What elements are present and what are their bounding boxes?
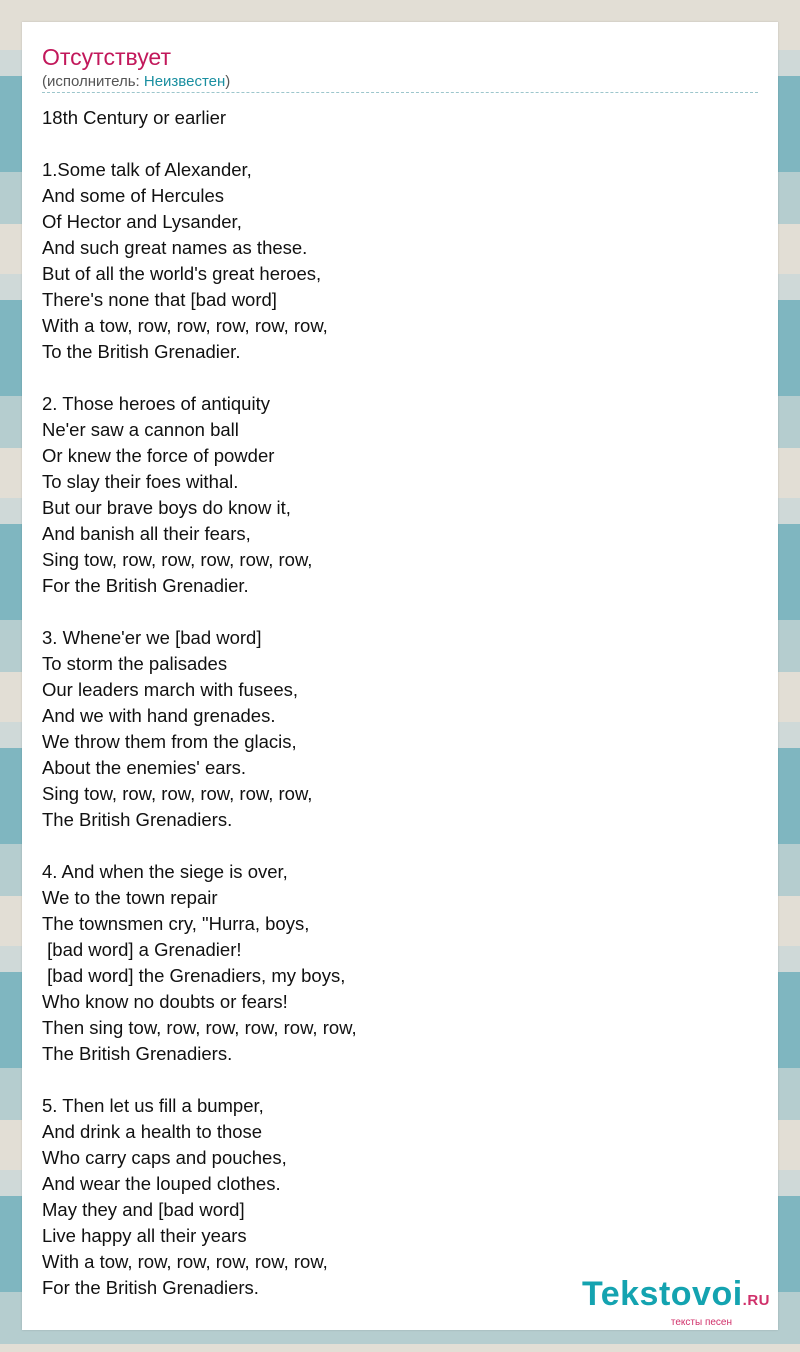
lyric-line: We to the town repair [42,887,218,908]
lyric-line: Or knew the force of powder [42,445,275,466]
lyric-blank-line [42,833,357,859]
lyric-line: The townsmen cry, "Hurra, boys, [42,913,310,934]
lyric-line: Who know no doubts or fears! [42,991,288,1012]
lyric-blank-line [42,131,357,157]
lyric-line: 1.Some talk of Alexander, [42,159,252,180]
lyric-line: With a tow, row, row, row, row, row, [42,315,328,336]
lyrics-text [42,105,357,1301]
lyric-line: About the enemies' ears. [42,757,247,778]
lyric-line: But of all the world's great heroes, [42,263,322,284]
lyric-line: To storm the palisades [42,653,228,674]
lyric-line: Of Hector and Lysander, [42,211,242,232]
lyric-line: Sing tow, row, row, row, row, row, [42,549,313,570]
lyric-line: To slay their foes withal. [42,471,239,492]
lyric-line: Then sing tow, row, row, row, row, row, [42,1017,357,1038]
lyric-line: And such great names as these. [42,237,308,258]
artist-link[interactable]: Неизвестен [143,73,226,90]
lyric-line: But our brave boys do know it, [42,497,291,518]
lyric-line: 5. Then let us fill a bumper, [42,1095,264,1116]
site-watermark [582,1277,770,1328]
song-title: Отсутствует [42,44,171,70]
lyric-line: And we with hand grenades. [42,705,276,726]
artist-byline [42,73,230,91]
byline-suffix: ) [225,73,231,90]
lyric-line: Ne'er saw a cannon ball [42,419,239,440]
lyric-line: And some of Hercules [42,185,225,206]
lyric-line: [bad word] a Grenadier! [42,939,242,960]
lyric-line: Live happy all their years [42,1225,247,1246]
lyric-line: 3. Whene'er we [bad word] [42,627,262,648]
site-logo-text: Tekstovoi [581,1275,743,1313]
lyric-line: We throw them from the glacis, [42,731,297,752]
title-divider [42,92,758,93]
lyric-line: Who carry caps and pouches, [42,1147,287,1168]
lyric-line: And banish all their fears, [42,523,251,544]
lyric-line: Our leaders march with fusees, [42,679,299,700]
lyric-line: 4. And when the siege is over, [42,861,288,882]
lyric-line: 18th Century or earlier [42,107,227,128]
lyric-line: [bad word] the Grenadiers, my boys, [42,965,346,986]
lyric-line: 2. Those heroes of antiquity [42,393,270,414]
byline-prefix: (исполнитель: [42,73,144,90]
lyrics-card [22,22,778,1330]
site-logo [582,1277,770,1318]
lyric-line: The British Grenadiers. [42,1043,233,1064]
lyric-line: And wear the louped clothes. [42,1173,281,1194]
lyric-blank-line [42,1067,357,1093]
lyric-line: For the British Grenadiers. [42,1277,259,1298]
lyric-line: Sing tow, row, row, row, row, row, [42,783,313,804]
lyric-blank-line [42,599,357,625]
lyric-line: To the British Grenadier. [42,341,241,362]
lyric-blank-line [42,365,357,391]
lyric-line: The British Grenadiers. [42,809,233,830]
lyric-line: For the British Grenadier. [42,575,249,596]
site-logo-tld: .RU [742,1292,770,1309]
lyric-line: May they and [bad word] [42,1199,245,1220]
site-tagline: тексты песен [670,1317,732,1328]
lyric-line: There's none that [bad word] [42,289,277,310]
lyric-line: With a tow, row, row, row, row, row, [42,1251,328,1272]
lyric-line: And drink a health to those [42,1121,263,1142]
